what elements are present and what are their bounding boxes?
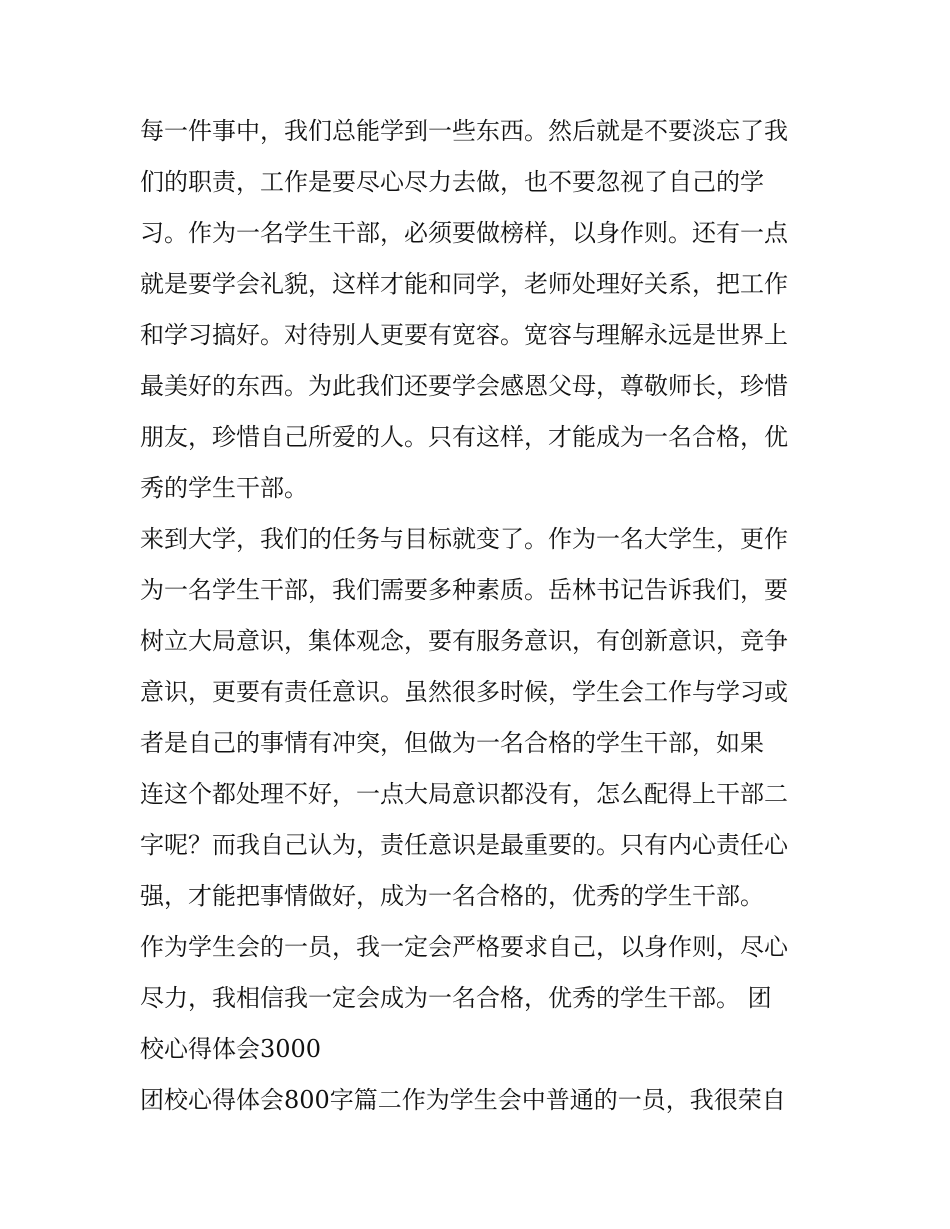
text-line: 强，才能把事情做好，成为一名合格的，优秀的学生干部。 xyxy=(140,882,764,910)
text-line: 意识，更要有责任意识。虽然很多时候，学生会工作与学习或 xyxy=(140,678,788,706)
text-line: 尽力，我相信我一定会成为一名合格，优秀的学生干部。 团 xyxy=(140,984,772,1012)
text-line: 字呢？而我自己认为，责任意识是最重要的。只有内心责任心 xyxy=(140,831,788,859)
text-line: 团校心得体会800字篇二作为学生会中普通的一员，我很荣自 xyxy=(140,1086,786,1114)
text-line: 习。作为一名学生干部，必须要做榜样，以身作则。还有一点 xyxy=(140,219,788,247)
text-line: 们的职责，工作是要尽心尽力去做，也不要忽视了自己的学 xyxy=(140,168,764,196)
text-line: 为一名学生干部，我们需要多种素质。岳林书记告诉我们，要 xyxy=(140,576,788,604)
text-line: 就是要学会礼貌，这样才能和同学，老师处理好关系，把工作 xyxy=(140,270,788,298)
text-line: 者是自己的事情有冲突，但做为一名合格的学生干部，如果 xyxy=(140,729,764,757)
text-line: 来到大学，我们的任务与目标就变了。作为一名大学生，更作 xyxy=(140,525,788,553)
text-line: 校心得体会3000 xyxy=(140,1035,322,1063)
text-line: 连这个都处理不好，一点大局意识都没有，怎么配得上干部二 xyxy=(140,780,788,808)
text-line: 朋友，珍惜自己所爱的人。只有这样，才能成为一名合格，优 xyxy=(140,423,788,451)
text-line: 树立大局意识，集体观念，要有服务意识，有创新意识，竞争 xyxy=(140,627,788,655)
text-line: 最美好的东西。为此我们还要学会感恩父母，尊敬师长，珍惜 xyxy=(140,372,788,400)
text-line: 秀的学生干部。 xyxy=(140,474,308,502)
body-text xyxy=(140,108,820,1128)
text-line: 每一件事中，我们总能学到一些东西。然后就是不要淡忘了我 xyxy=(140,117,788,145)
text-line: 和学习搞好。对待别人更要有宽容。宽容与理解永远是世界上 xyxy=(140,321,788,349)
text-line: 作为学生会的一员，我一定会严格要求自己，以身作则，尽心 xyxy=(140,933,788,961)
